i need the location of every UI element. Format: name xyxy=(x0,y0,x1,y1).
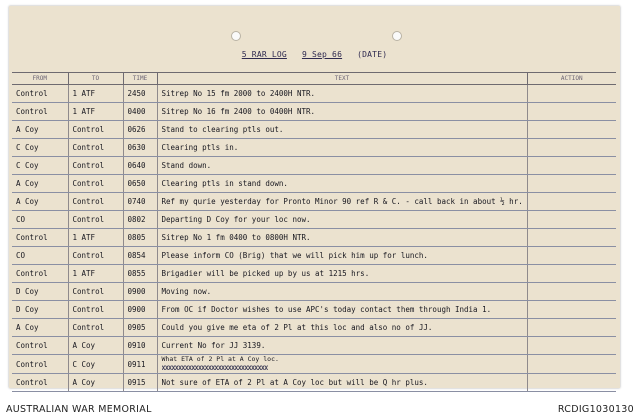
from-cell: Control xyxy=(12,374,68,392)
log-header xyxy=(9,50,620,59)
time-cell: 0805 xyxy=(123,229,157,247)
from-cell: Control xyxy=(12,229,68,247)
text-cell: Departing D Coy for your loc now. xyxy=(157,211,527,229)
action-cell xyxy=(527,211,616,229)
to-cell: Control xyxy=(68,247,123,265)
to-cell: Control xyxy=(68,175,123,193)
table-row xyxy=(12,139,616,157)
text-cell: Moving now. xyxy=(157,283,527,301)
log-date: 9 Sep 66 xyxy=(301,50,343,59)
unit-label: 5 RAR LOG xyxy=(241,50,287,59)
column-header: TEXT xyxy=(157,73,527,85)
message-text: What ETA of 2 Pl at A Coy loc. xyxy=(161,355,279,363)
table-row xyxy=(12,193,616,211)
from-cell: Control xyxy=(12,337,68,355)
to-cell: Control xyxy=(68,211,123,229)
time-cell: 0911 xyxy=(123,355,157,374)
log-table xyxy=(12,72,616,392)
to-cell: Control xyxy=(68,301,123,319)
table-row xyxy=(12,103,616,121)
time-cell: 0905 xyxy=(123,319,157,337)
table-row xyxy=(12,229,616,247)
action-cell xyxy=(527,85,616,103)
punch-hole-icon xyxy=(392,31,402,41)
table-row xyxy=(12,157,616,175)
text-cell: Clearing ptls in. xyxy=(157,139,527,157)
from-cell: C Coy xyxy=(12,157,68,175)
table-row xyxy=(12,247,616,265)
action-cell xyxy=(527,301,616,319)
time-cell: 0640 xyxy=(123,157,157,175)
table-row xyxy=(12,211,616,229)
from-cell: Control xyxy=(12,103,68,121)
action-cell xyxy=(527,337,616,355)
time-cell: 0400 xyxy=(123,103,157,121)
table-row xyxy=(12,319,616,337)
text-cell: Stand down. xyxy=(157,157,527,175)
text-cell: Not sure of ETA of 2 Pl at A Coy loc but will be Q hr plus. xyxy=(157,374,527,392)
text-cell xyxy=(157,355,527,374)
to-cell: 1 ATF xyxy=(68,103,123,121)
time-cell: 0802 xyxy=(123,211,157,229)
time-cell: 0740 xyxy=(123,193,157,211)
from-cell: D Coy xyxy=(12,301,68,319)
to-cell: 1 ATF xyxy=(68,265,123,283)
to-cell: Control xyxy=(68,121,123,139)
time-cell: 0900 xyxy=(123,301,157,319)
action-cell xyxy=(527,319,616,337)
date-caption: (DATE) xyxy=(357,50,388,59)
table-row xyxy=(12,374,616,392)
to-cell: Control xyxy=(68,139,123,157)
text-cell: Please inform CO (Brig) that we will pick him up for lunch. xyxy=(157,247,527,265)
from-cell: D Coy xyxy=(12,283,68,301)
text-cell: Sitrep No 15 fm 2000 to 2400H NTR. xyxy=(157,85,527,103)
action-cell xyxy=(527,265,616,283)
from-cell: A Coy xyxy=(12,319,68,337)
log-sheet xyxy=(9,6,620,388)
to-cell: Control xyxy=(68,319,123,337)
time-cell: 0854 xyxy=(123,247,157,265)
to-cell: 1 ATF xyxy=(68,229,123,247)
action-cell xyxy=(527,121,616,139)
table-row xyxy=(12,175,616,193)
to-cell: Control xyxy=(68,283,123,301)
time-cell: 0855 xyxy=(123,265,157,283)
table-row xyxy=(12,337,616,355)
from-cell: CO xyxy=(12,247,68,265)
table-row xyxy=(12,283,616,301)
text-cell: Current No for JJ 3139. xyxy=(157,337,527,355)
time-cell: 0915 xyxy=(123,374,157,392)
log-entries xyxy=(12,85,616,392)
from-cell: C Coy xyxy=(12,139,68,157)
column-header: ACTION xyxy=(527,73,616,85)
archive-reference: RCDIG1030130 xyxy=(557,404,634,415)
text-cell: Stand to clearing ptls out. xyxy=(157,121,527,139)
column-header: TO xyxy=(68,73,123,85)
time-cell: 0650 xyxy=(123,175,157,193)
from-cell: A Coy xyxy=(12,121,68,139)
action-cell xyxy=(527,229,616,247)
time-cell: 0900 xyxy=(123,283,157,301)
text-cell: Sitrep No 16 fm 2400 to 0400H NTR. xyxy=(157,103,527,121)
text-cell: Brigadier will be picked up by us at 1215 hrs. xyxy=(157,265,527,283)
action-cell xyxy=(527,193,616,211)
from-cell: CO xyxy=(12,211,68,229)
action-cell xyxy=(527,283,616,301)
to-cell: 1 ATF xyxy=(68,85,123,103)
table-row xyxy=(12,265,616,283)
action-cell xyxy=(527,103,616,121)
punch-hole-icon xyxy=(231,31,241,41)
action-cell xyxy=(527,157,616,175)
table-row xyxy=(12,121,616,139)
text-cell: Sitrep No 1 fm 0400 to 0800H NTR. xyxy=(157,229,527,247)
column-header: TIME xyxy=(123,73,157,85)
text-cell: From OC if Doctor wishes to use APC's today contact them through India 1. xyxy=(157,301,527,319)
table-row xyxy=(12,85,616,103)
time-cell: 2450 xyxy=(123,85,157,103)
to-cell: Control xyxy=(68,157,123,175)
action-cell xyxy=(527,247,616,265)
struck-out-text: XXXXXXXXXXXXXXXXXXXXXXXXXXXXXXXX xyxy=(161,364,268,372)
to-cell: A Coy xyxy=(68,374,123,392)
from-cell: Control xyxy=(12,355,68,374)
from-cell: A Coy xyxy=(12,193,68,211)
action-cell xyxy=(527,374,616,392)
action-cell xyxy=(527,139,616,157)
archive-name: AUSTRALIAN WAR MEMORIAL xyxy=(6,404,152,415)
to-cell: Control xyxy=(68,193,123,211)
text-cell: Clearing ptls in stand down. xyxy=(157,175,527,193)
from-cell: Control xyxy=(12,265,68,283)
table-row xyxy=(12,301,616,319)
action-cell xyxy=(527,175,616,193)
time-cell: 0630 xyxy=(123,139,157,157)
from-cell: Control xyxy=(12,85,68,103)
action-cell xyxy=(527,355,616,374)
text-cell: Ref my qurie yesterday for Pronto Minor 90 ref R & C. - call back in about ½ hr. xyxy=(157,193,527,211)
from-cell: A Coy xyxy=(12,175,68,193)
column-header: FROM xyxy=(12,73,68,85)
to-cell: A Coy xyxy=(68,337,123,355)
text-cell: Could you give me eta of 2 Pl at this loc and also no of JJ. xyxy=(157,319,527,337)
time-cell: 0626 xyxy=(123,121,157,139)
time-cell: 0910 xyxy=(123,337,157,355)
to-cell: C Coy xyxy=(68,355,123,374)
table-row xyxy=(12,355,616,374)
table-header-row xyxy=(12,73,616,85)
archive-footer xyxy=(0,398,640,418)
